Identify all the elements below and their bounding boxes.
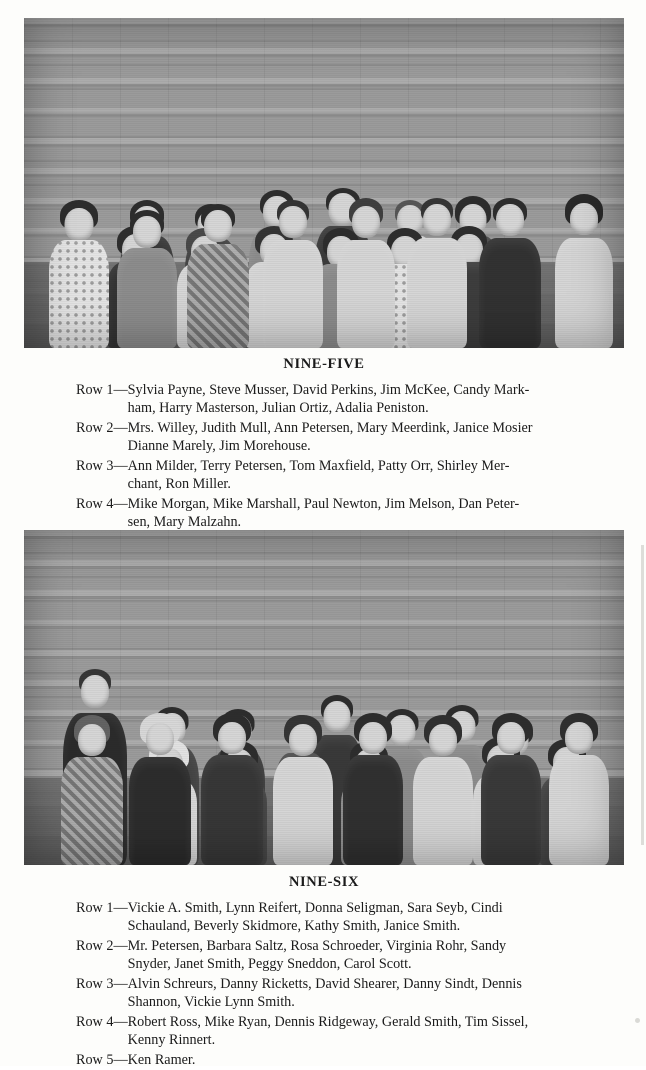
row-names-line1: Robert Ross, Mike Ryan, Dennis Ridgeway, Gerald Smith, Tim Sissel,: [127, 1013, 529, 1030]
student-figure: [554, 194, 614, 348]
roster-row: [24, 1013, 624, 1050]
row-label: Row 2—: [76, 937, 128, 954]
row-label: Row 3—: [76, 975, 128, 992]
roster-row: [24, 899, 624, 936]
row-names-line1: Alvin Schreurs, Danny Ricketts, David Shearer, Danny Sindt, Dennis: [127, 975, 522, 992]
caption-nine-six: [24, 874, 624, 1070]
roster-row: [24, 495, 624, 532]
student-figure: [478, 196, 542, 348]
row-names-line2: ham, Harry Masterson, Julian Ortiz, Adalia Peniston.: [127, 400, 429, 417]
page-edge-speck: [635, 1018, 640, 1023]
row-names-line2: Schauland, Beverly Skidmore, Kathy Smith, Janice Smith.: [127, 918, 461, 935]
row-names: [128, 937, 624, 974]
row-names-line2: Dianne Marely, Jim Morehouse.: [127, 438, 311, 455]
student-figure: [412, 715, 474, 865]
caption-nine-five: [24, 356, 624, 533]
roster-row: [24, 457, 624, 494]
row-names-line1: Ann Milder, Terry Petersen, Tom Maxfield, Patty Orr, Shirley Mer-: [127, 457, 510, 474]
student-figure: [548, 713, 610, 865]
row-names: [128, 419, 624, 456]
row-label: Row 3—: [76, 457, 128, 474]
row-names-line1: Mike Morgan, Mike Marshall, Paul Newton, Jim Melson, Dan Peter-: [127, 495, 520, 512]
student-figure: [128, 713, 192, 865]
student-figure: [272, 715, 334, 865]
class-title-nine-six: NINE-SIX: [288, 874, 360, 890]
student-figure: [480, 713, 542, 865]
student-figure: [186, 202, 250, 348]
row-names-line1: Mrs. Willey, Judith Mull, Ann Petersen, Mary Meerdink, Janice Mosier: [127, 419, 533, 436]
page-edge-artifact: [641, 545, 644, 845]
student-figure: [342, 713, 404, 865]
row-label: Row 5—: [76, 1051, 128, 1068]
row-names: [128, 381, 624, 418]
row-label: Row 4—: [76, 1013, 128, 1030]
student-figure: [406, 196, 468, 348]
roster-row: [24, 975, 624, 1012]
class-title-nine-five: NINE-FIVE: [283, 356, 365, 372]
roster-row: [24, 1051, 624, 1069]
student-figure: [48, 200, 110, 348]
row-label: Row 4—: [76, 495, 128, 512]
row-names: [128, 1013, 624, 1050]
student-figure: [336, 198, 396, 348]
row-names-line2: Snyder, Janet Smith, Peggy Sneddon, Carol Scott.: [127, 956, 412, 973]
row-names-line2: sen, Mary Malzahn.: [127, 514, 242, 531]
row-names: [128, 899, 624, 936]
roster-row: [24, 419, 624, 456]
row-names-line2: chant, Ron Miller.: [127, 476, 231, 493]
row-names: [128, 975, 624, 1012]
row-names-line1: Mr. Petersen, Barbara Saltz, Rosa Schroeder, Virginia Rohr, Sandy: [127, 937, 507, 954]
student-figure: [262, 198, 324, 348]
class-photo-nine-five: [24, 18, 624, 348]
roster-row: [24, 381, 624, 418]
student-figure: [116, 208, 178, 348]
student-figure: [200, 713, 264, 865]
row-names-line1: Vickie A. Smith, Lynn Reifert, Donna Seligman, Sara Seyb, Cindi: [127, 900, 503, 916]
row-names: [128, 1051, 624, 1069]
row-names: [128, 495, 624, 532]
row-names-line1: Ken Ramer.: [127, 1051, 196, 1068]
roster-row: [24, 937, 624, 974]
row-label: Row 1—: [76, 900, 128, 916]
row-names-line2: Shannon, Vickie Lynn Smith.: [127, 994, 295, 1011]
row-names: [128, 457, 624, 494]
row-label: Row 2—: [76, 419, 128, 436]
row-names-line1: Sylvia Payne, Steve Musser, David Perkins, Jim McKee, Candy Mark-: [127, 382, 530, 398]
row-names-line2: Kenny Rinnert.: [127, 1032, 216, 1049]
student-figure: [60, 715, 124, 865]
row-label: Row 1—: [76, 382, 128, 398]
class-photo-nine-six: [24, 530, 624, 865]
